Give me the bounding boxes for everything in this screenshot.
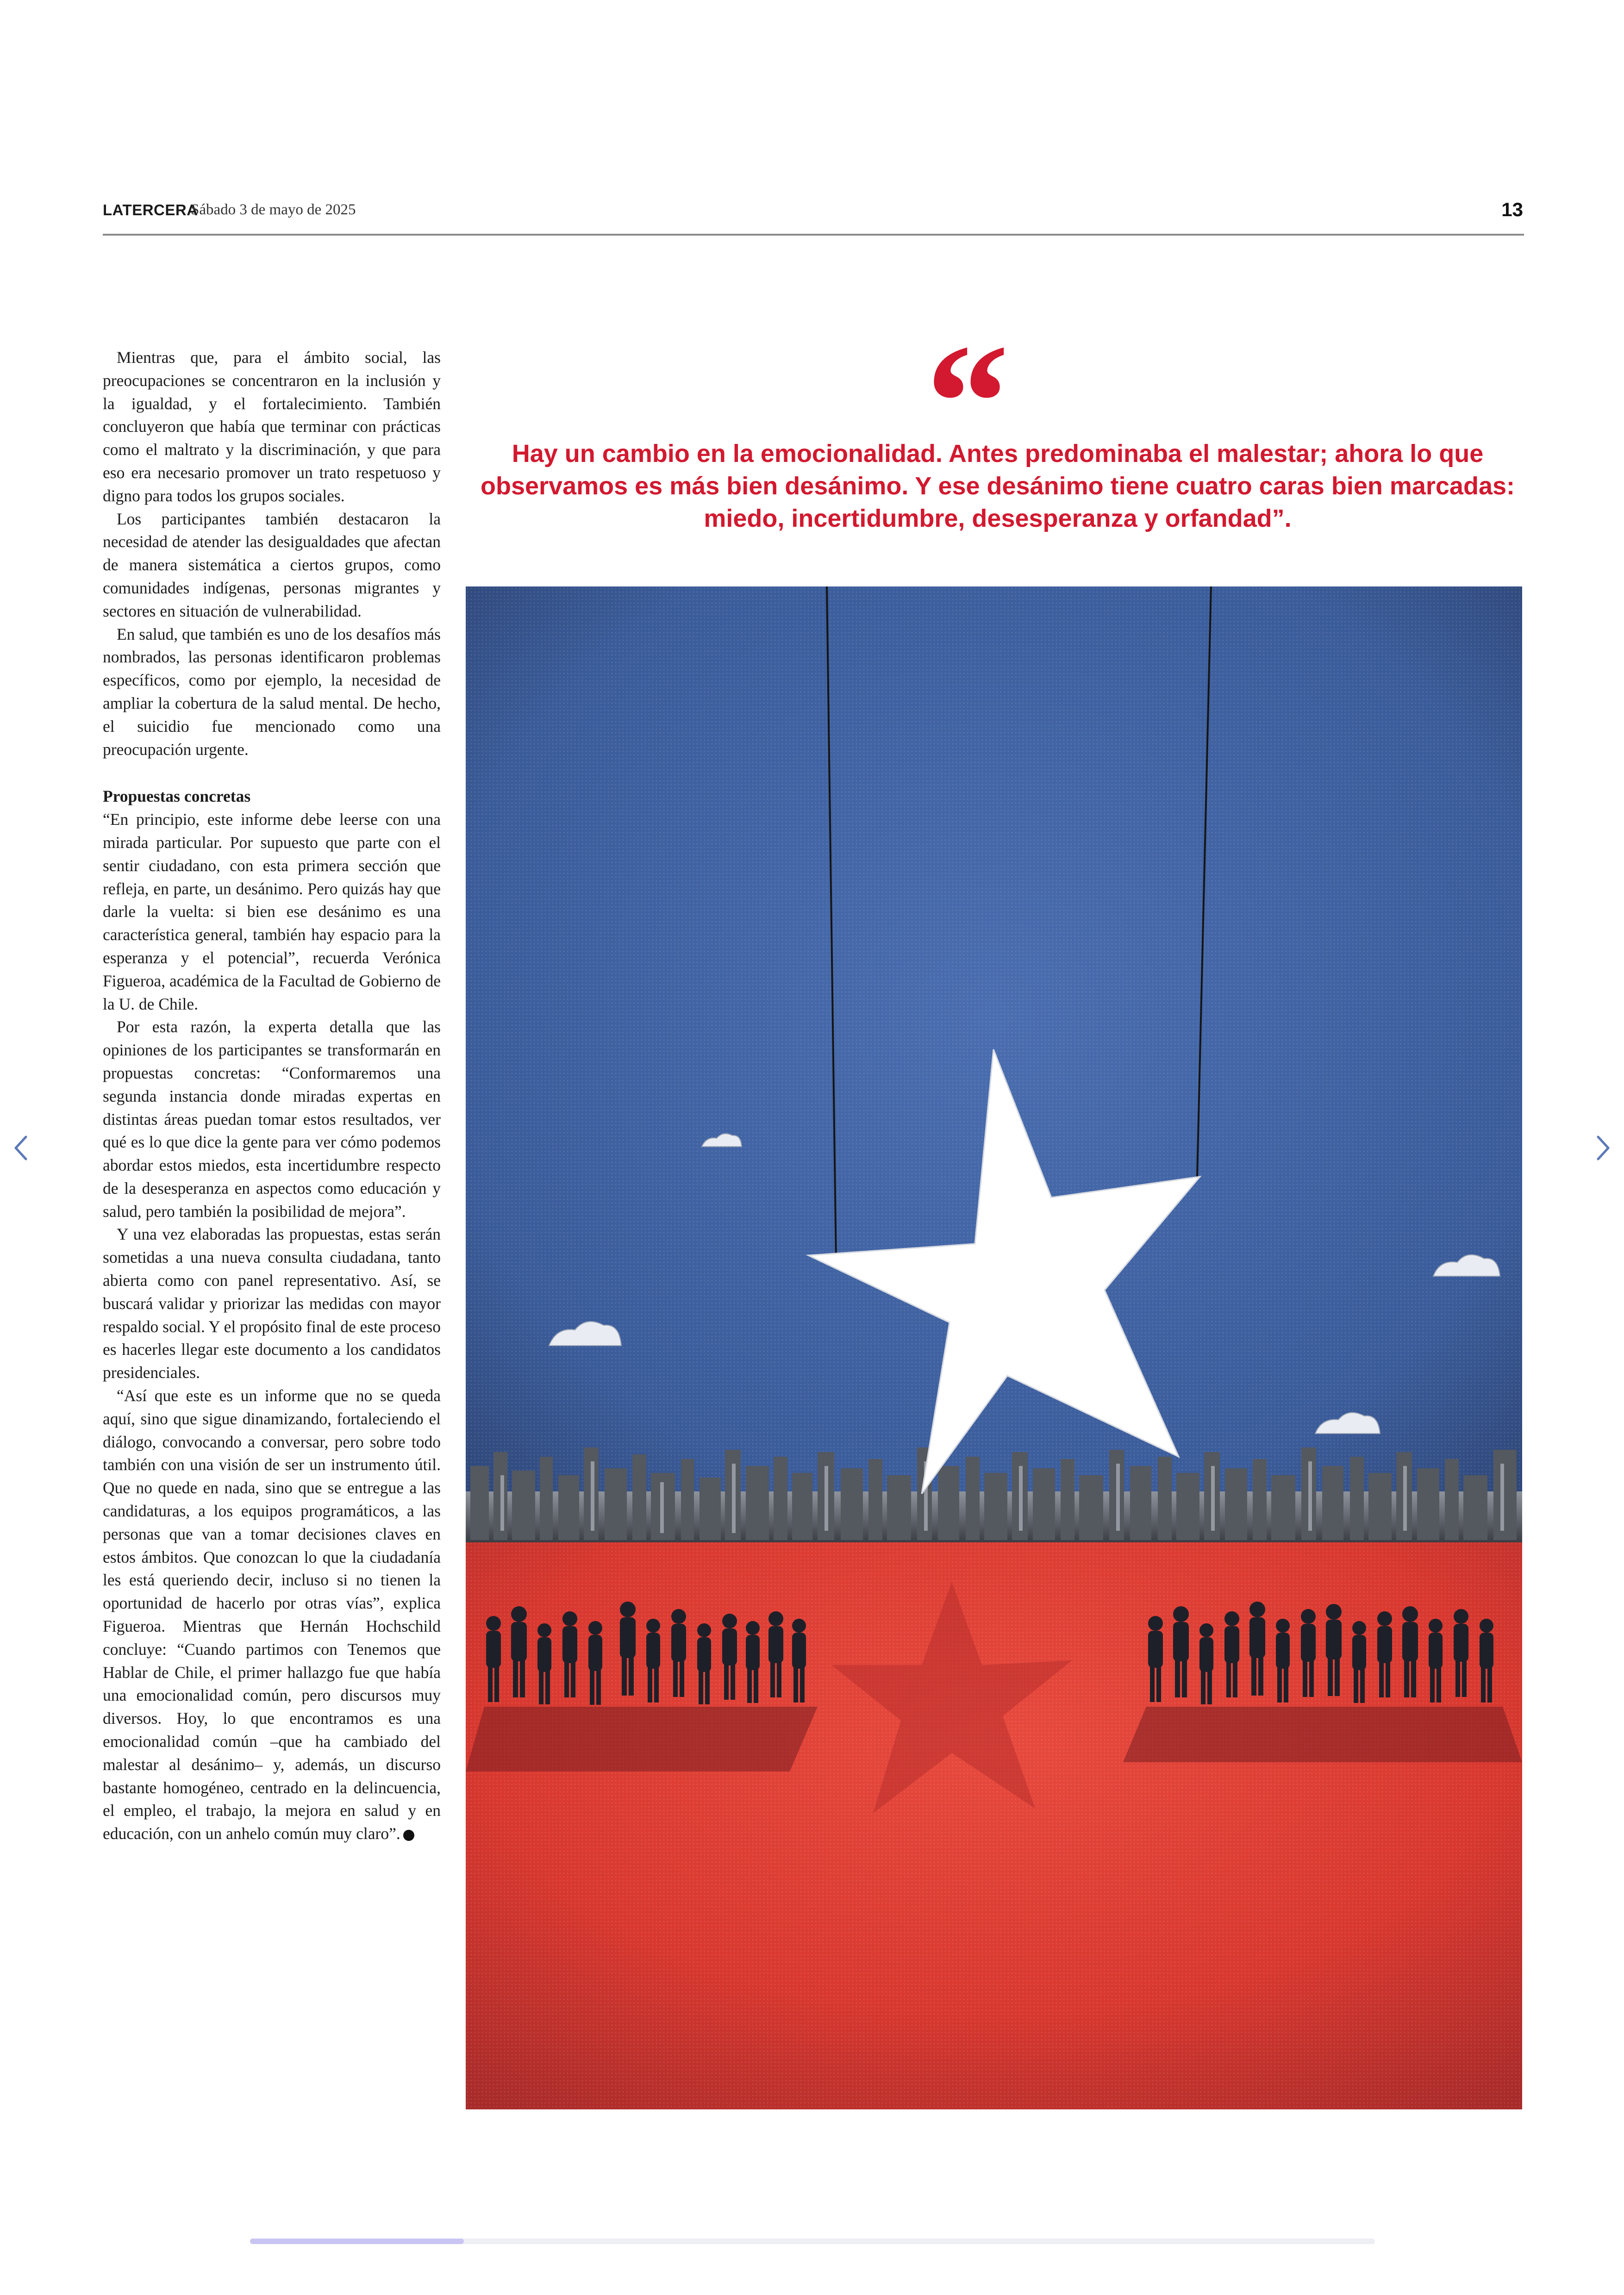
section-heading: Propuestas concretas [103, 787, 251, 806]
reading-progress-bar[interactable] [250, 2239, 1375, 2244]
article-paragraph-final [103, 1384, 441, 1846]
illustration-svg [466, 586, 1522, 2109]
article-paragraph: Y una vez elaboradas las propuestas, estas serán sometidas a una nueva consulta ciudadana, tanto abierta como con panel representativo. Así, se buscará validar y priorizar las medidas con mayor respaldo social. Y el propósito final de este proceso es hacerles llegar este documento a los candidatos presidenciales. [103, 1225, 441, 1382]
quote-mark-glyph: “ [926, 338, 1009, 440]
article-column [103, 346, 441, 1846]
chevron-right-icon [1595, 1134, 1612, 1162]
page-header [103, 197, 1524, 236]
article-paragraph: Mientras que, para el ámbito social, las preocupaciones se concentraron en la inclusión y la igualdad, y el fortalecimiento. También concluyeron que había que terminar con prácticas como el maltrato y la discriminación, y que para eso era necesario promover un trato respetuoso y digno para todos los grupos sociales. [103, 348, 441, 505]
pull-quote: Hay un cambio en la emocionalidad. Antes predominaba el malestar; ahora lo que observamos es más bien desánimo. Y ese desánimo tiene cuatro caras bien marcadas: miedo, incertidumbre, desesperanza y orfandad”. [480, 440, 1515, 532]
next-page-button[interactable] [1590, 1129, 1618, 1166]
previous-page-button[interactable] [6, 1129, 34, 1166]
reading-progress-fill [250, 2239, 464, 2244]
page-number: 13 [1501, 199, 1523, 220]
article-paragraph: Por esta razón, la experta detalla que las opiniones de los participantes se transformarán en propuestas concretas: “Conformaremos una segunda instancia donde miradas expertas en distintas áreas puedan tomar estos resultados, ver qué es lo que dice la gente para ver cómo podemos abordar estos miedos, esta incertidumbre respecto de la desesperanza en aspectos como educación y salud, pero también la posibilidad de mejora”. [103, 1017, 441, 1221]
article-paragraph: En salud, que también es uno de los desafíos más nombrados, las personas identificaron problemas específicos, como por ejemplo, la necesidad de ampliar la cobertura de la salud mental. De hecho, el suicidio fue mencionado como una preocupación urgente. [103, 624, 441, 759]
newspaper-brand: LATERCERA [103, 201, 198, 218]
article-paragraph: “En principio, este informe debe leerse con una mirada particular. Por supuesto que parte con el sentir ciudadano, con esta primera sección que refleja, en parte, un desánimo. Pero quizás hay que darle la vuelta: si bien ese desánimo es una característica general, también hay espacio para la esperanza y el potencial”, recuerda Verónica Figueroa, académica de la Facultad de Gobierno de la U. de Chile. [103, 810, 441, 1013]
quote-mark-icon [907, 338, 1028, 440]
end-of-article-icon [403, 1830, 414, 1841]
chevron-left-icon [12, 1134, 29, 1162]
article-paragraph: Los participantes también destacaron la necesidad de atender las desigualdades que afectan de manera sistemática a ciertos grupos, como comunidades indígenas, personas migrantes y sectores en situación de vulnerabilidad. [103, 509, 441, 620]
article-paragraph-text: “Así que este es un informe que no se queda aquí, sino que sigue dinamizando, fortaleciendo el diálogo, convocando a conversar, pero sobre todo también con una visión de ser un instrumento útil. Que no quede en nada, sino que se entregue a las candidaturas, a los equipos programáticos, a las personas que van a tomar decisiones claves en estos ámbitos. Que conozcan lo que la ciudadanía les está queriendo decir, incluso si no tienen la oportunidad de hacerlo por otras vías”, explica Figueroa. Mientras que Hernán Hochschild concluye: “Cuando partimos con Tenemos que Hablar de Chile, el primer hallazgo fue que había una emocionalidad común, pero discursos muy diversos. Hoy, lo que encontramos es una emocionalidad común –que ha cambiado del malestar al desánimo– y, además, un discurso bastante homogéneo, centrado en la delincuencia, el empleo, el trabajo, la mejora en salud y en educación, con un anhelo común muy claro”. [103, 1386, 441, 1843]
chile-flag-illustration [466, 586, 1522, 2109]
issue-date: Sábado 3 de mayo de 2025 [191, 201, 356, 218]
